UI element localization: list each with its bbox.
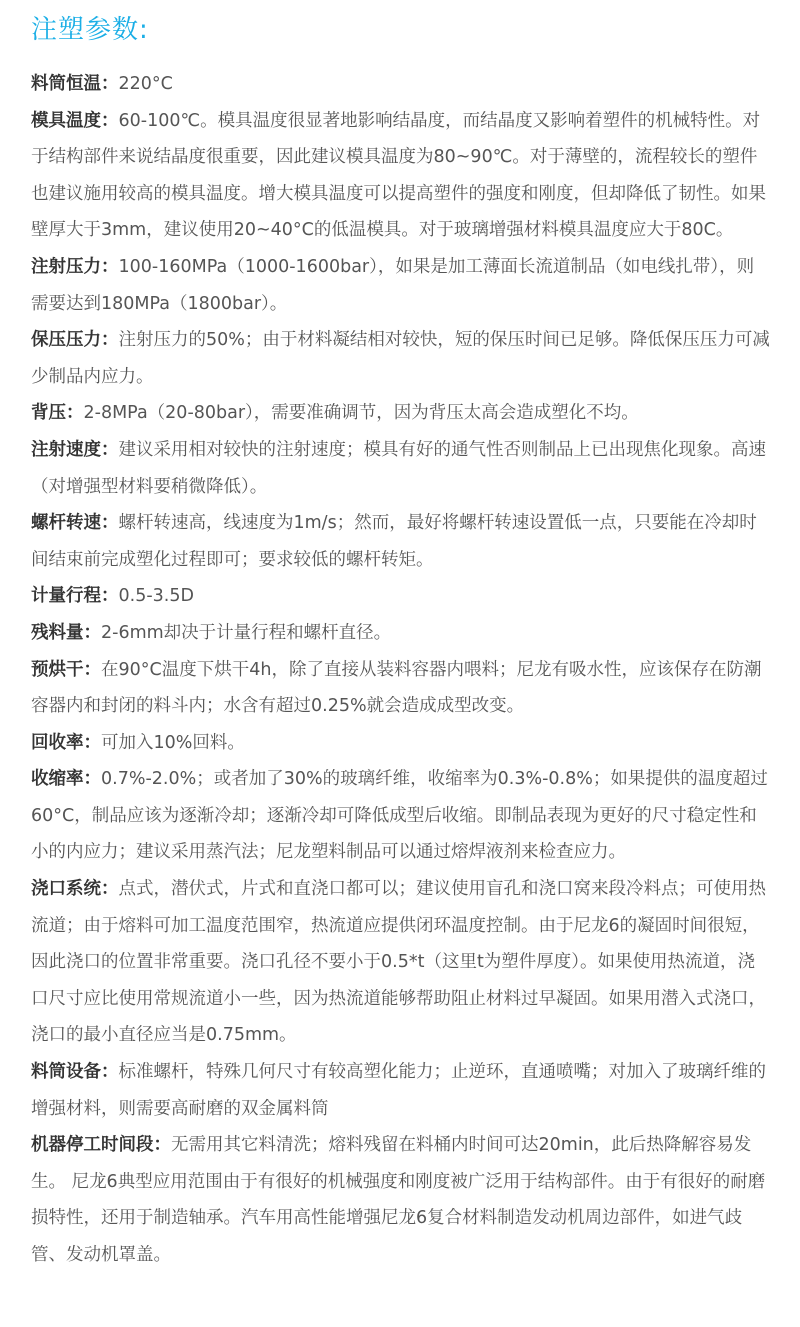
param-label: 注射压力：: [31, 256, 119, 277]
param-value: 螺杆转速高，线速度为1m/s；然而，最好将螺杆转速设置低一点，只要能在冷却时间结束前完成塑化过程即可；要求较低的螺杆转矩。: [31, 513, 757, 570]
param-value: 注射压力的50%；由于材料凝结相对较快，短的保压时间已足够。降低保压压力可减少制品内应力。: [31, 330, 770, 387]
param-label: 注射速度：: [31, 439, 119, 460]
param-gate-system: [31, 871, 770, 1054]
param-injection-speed: [31, 432, 770, 505]
param-label: 螺杆转速：: [31, 513, 119, 534]
param-label: 机器停工时间段：: [31, 1135, 171, 1156]
param-mold-temperature: [31, 103, 770, 249]
param-label: 浇口系统：: [31, 879, 119, 900]
param-value: 2-6mm却决于计量行程和螺杆直径。: [101, 622, 392, 643]
param-value: 60-100℃。模具温度很显著地影响结晶度，而结晶度又影响着塑件的机械特性。对于结构部件来说结晶度很重要，因此建议模具温度为80~90℃。对于薄壁的，流程较长的塑件也建议施用较高的模具温度。增大模具温度可以提高塑件的强度和刚度，但却降低了韧性。如果壁厚大于3mm，建议使用20~40°C的低温模具。对于玻璃增强材料模具温度应大于80C。: [31, 110, 766, 241]
param-metering-stroke: [31, 578, 770, 615]
param-label: 料筒恒温：: [31, 74, 119, 94]
param-value: 建议采用相对较快的注射速度；模具有好的通气性否则制品上已出现焦化现象。高速（对增强型材料要稍微降低）。: [31, 439, 766, 497]
param-label: 计量行程：: [31, 586, 119, 607]
param-value: 标准螺杆，特殊几何尺寸有较高塑化能力；止逆环，直通喷嘴；对加入了玻璃纤维的增强材料，则需要高耐磨的双金属料筒: [31, 1062, 766, 1119]
param-holding-pressure: [31, 322, 770, 395]
param-label: 背压：: [31, 403, 84, 424]
param-shrinkage: [31, 761, 770, 871]
param-label: 预烘干：: [31, 659, 101, 680]
param-value: 220°C: [118, 74, 173, 94]
param-back-pressure: [31, 395, 770, 432]
param-label: 回收率：: [31, 732, 101, 753]
param-value: 0.5-3.5D: [118, 586, 194, 607]
param-label: 料筒设备：: [31, 1062, 119, 1083]
param-value: 无需用其它料清洗；熔料残留在料桶内时间可达20min，此后热降解容易发生。 尼龙6典型应用范围由于有很好的机械强度和刚度被广泛用于结构部件。由于有很好的耐磨损特性，还用于制造轴承。汽车用高性能增强尼龙6复合材料制造发动机周边部件，如进气歧管、发动机罩盖。: [31, 1135, 766, 1265]
param-value: 0.7%-2.0%；或者加了30%的玻璃纤维，收缩率为0.3%-0.8%；如果提供的温度超过60°C，制品应该为逐渐冷却；逐渐冷却可降低成型后收缩。即制品表现为更好的尺寸稳定性和小的内应力；建议采用蒸汽法；尼龙塑料制品可以通过熔焊液剂来检查应力。: [31, 769, 768, 863]
param-machine-downtime: [31, 1127, 770, 1273]
param-barrel-equipment: [31, 1054, 770, 1127]
section-title: 注塑参数:: [31, 15, 149, 45]
param-injection-pressure: [31, 249, 770, 322]
param-regrind-rate: [31, 725, 770, 762]
param-label: 保压压力：: [31, 330, 119, 351]
param-value: 在90°C温度下烘干4h，除了直接从装料容器内喂料；尼龙有吸水性，应该保存在防潮容器内和封闭的料斗内；水含有超过0.25%就会造成成型改变。: [31, 659, 762, 717]
param-barrel-temperature: [31, 66, 770, 103]
param-label: 收缩率：: [31, 769, 101, 790]
param-label: 残料量：: [31, 622, 101, 643]
param-value: 2-8MPa（20-80bar），需要准确调节，因为背压太高会造成塑化不均。: [83, 403, 639, 424]
param-pre-drying: [31, 652, 770, 725]
param-value: 点式，潜伏式，片式和直浇口都可以；建议使用盲孔和浇口窝来段冷料点；可使用热流道；由于熔料可加工温度范围窄，热流道应提供闭环温度控制。由于尼龙6的凝固时间很短，因此浇口的位置非常重要。浇口孔径不要小于0.5*t（这里t为塑件厚度）。如果使用热流道，浇口尺寸应比使用常规流道小一些，因为热流道能够帮助阻止材料过早凝固。如果用潜入式浇口，浇口的最小直径应当是0.75mm。: [31, 879, 766, 1046]
param-cushion: [31, 615, 770, 652]
param-value: 可加入10%回料。: [101, 732, 245, 753]
param-value: 100-160MPa（1000-1600bar），如果是加工薄面长流道制品（如电线扎带），则需要达到180MPa（1800bar）。: [31, 256, 755, 314]
param-label: 模具温度：: [31, 110, 119, 131]
param-screw-speed: [31, 505, 770, 578]
